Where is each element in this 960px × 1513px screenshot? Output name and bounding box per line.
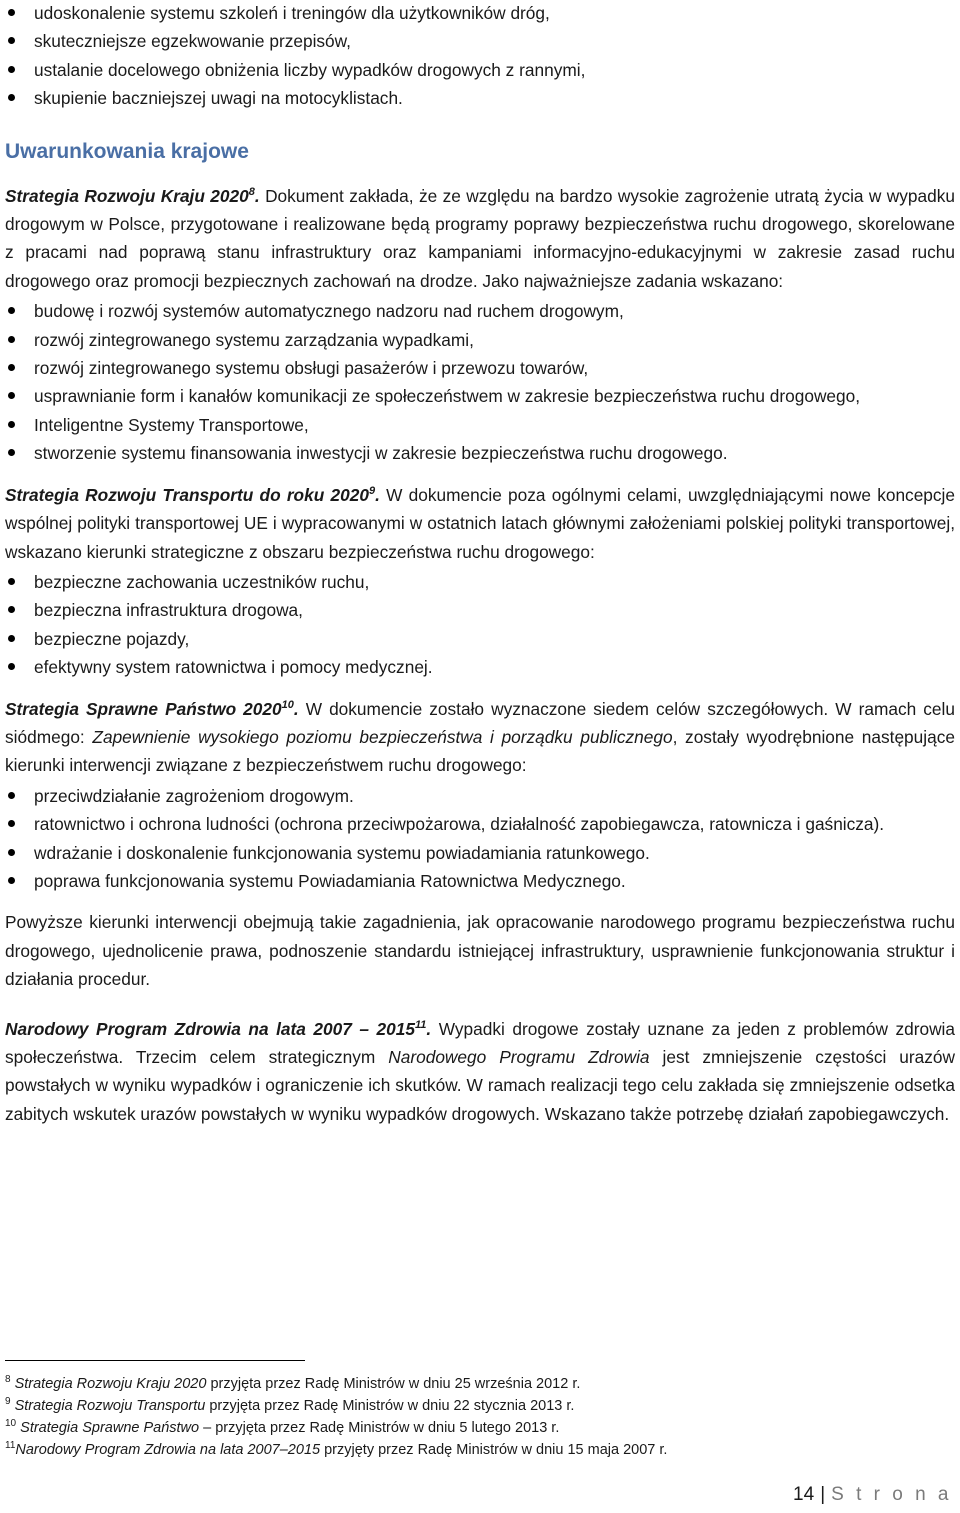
list-item: bezpieczne pojazdy, xyxy=(5,625,955,653)
ssp-paragraph xyxy=(5,695,955,780)
npz-body-a: Wypadki drogowe zostały uznane za jeden z problemów zdrowia społeczeństwa. Trzecim celem strategicznym xyxy=(5,1018,956,1067)
list-item: skuteczniejsze egzekwowanie przepisów, xyxy=(5,27,955,55)
document-page xyxy=(5,0,955,1128)
footnotes xyxy=(5,1360,955,1461)
list-item: usprawnianie form i kanałów komunikacji ze społeczeństwem w zakresie bezpieczeństwa ruchu drogowego, xyxy=(5,382,955,410)
footer-separator: | xyxy=(820,1484,826,1505)
footnote xyxy=(5,1373,955,1395)
npz-body-b: jest zmniejszenie częstości urazów powstałych w wyniku wypadków i ograniczenie ich skutków. W ramach realizacji tego celu zakłada się zmniejszenie odsetka zabitych wskutek urazów powstałych w wyniku wypadków drogowych. Wskazano także potrzebę działań zapobiegawczych. xyxy=(5,1047,956,1124)
footnote-number: 10 xyxy=(5,1418,17,1430)
list-item: rozwój zintegrowanego systemu obsługi pasażerów i przewozu towarów, xyxy=(5,354,955,382)
list-item: przeciwdziałanie zagrożeniom drogowym. xyxy=(5,782,955,810)
ssp-goal: Zapewnienie wysokiego poziomu bezpieczeństwa i porządku publicznego xyxy=(92,726,673,747)
footnote-title: Narodowy Program Zdrowia na lata 2007–2015 xyxy=(15,1442,321,1458)
summary-paragraph: Powyższe kierunki interwencji obejmują takie zagadnienia, jak opracowanie narodowego programu bezpieczeństwa ruchu drogowego, ujednolicenie prawa, podnoszenie standardu istniejącej infrastruktury, usprawnienie funkcjonowania struktur i działania procedur. xyxy=(5,912,955,990)
list-item: bezpieczna infrastruktura drogowa, xyxy=(5,596,955,624)
srt-title: Strategia Rozwoju Transportu do roku 2020 xyxy=(5,484,369,505)
srt-direction-list xyxy=(5,568,955,682)
footnote-number: 11 xyxy=(5,1440,16,1452)
ssp-body-b: , zostały wyodrębnione następujące kierunki interwencji związane z bezpieczeństwem ruchu drogowego: xyxy=(5,726,955,776)
page-footer xyxy=(793,1484,952,1506)
list-item: Inteligentne Systemy Transportowe, xyxy=(5,411,955,439)
list-item: ratownictwo i ochrona ludności (ochrona przeciwpożarowa, działalność zapobiegawcza, ratownicza i gaśnicza). xyxy=(5,810,955,838)
footnote-title: Strategia Rozwoju Kraju 2020 xyxy=(14,1376,207,1392)
list-item: skupienie baczniejszej uwagi na motocyklistach. xyxy=(5,84,955,112)
footnote-text: przyjęta przez Radę Ministrów w dniu 22 stycznia 2013 r. xyxy=(205,1398,575,1414)
npz-program-name: Narodowego Programu Zdrowia xyxy=(388,1047,650,1067)
footnote-ref-11: 11 xyxy=(414,1018,427,1031)
list-item: bezpieczne zachowania uczestników ruchu, xyxy=(5,568,955,596)
page-number: 14 xyxy=(793,1484,815,1505)
footnote-ref-8: 8 xyxy=(248,185,255,198)
footnote-text: przyjęta przez Radę Ministrów w dniu 25 września 2012 r. xyxy=(206,1376,581,1392)
srt-paragraph xyxy=(5,481,955,566)
npz-paragraph xyxy=(5,1015,955,1129)
ssp-title: Strategia Sprawne Państwo 2020 xyxy=(5,698,282,719)
top-bullet-list xyxy=(5,0,955,113)
srk-title: Strategia Rozwoju Kraju 2020 xyxy=(5,185,249,206)
list-item: stworzenie systemu finansowania inwestycji w zakresie bezpieczeństwa ruchu drogowego. xyxy=(5,439,955,467)
list-item: ustalanie docelowego obniżenia liczby wypadków drogowych z rannymi, xyxy=(5,56,955,84)
title-dot: . xyxy=(254,185,260,206)
footnote-title: Strategia Sprawne Państwo xyxy=(20,1420,200,1436)
ssp-body-a: W dokumencie zostało wyznaczone siedem celów szczegółowych. W ramach celu siódmego: xyxy=(5,698,955,747)
srk-task-list xyxy=(5,297,955,467)
footnote-text: przyjęty przez Radę Ministrów w dniu 15 maja 2007 r. xyxy=(320,1442,668,1458)
title-dot: . xyxy=(293,698,299,719)
title-dot: . xyxy=(426,1018,432,1039)
list-item: wdrażanie i doskonalenie funkcjonowania systemu powiadamiania ratunkowego. xyxy=(5,839,955,867)
list-item: efektywny system ratownictwa i pomocy medycznej. xyxy=(5,653,955,681)
footnote-ref-9: 9 xyxy=(368,484,376,497)
footnote-text: – przyjęta przez Radę Ministrów w dniu 5 lutego 2013 r. xyxy=(199,1420,560,1436)
section-heading: Uwarunkowania krajowe xyxy=(5,139,249,163)
footnote xyxy=(5,1439,955,1461)
footnote-number: 8 xyxy=(5,1374,11,1386)
list-item: rozwój zintegrowanego systemu zarządzania wypadkami, xyxy=(5,326,955,354)
srt-body: W dokumencie poza ogólnymi celami, uwzględniającymi nowe koncepcje wspólnej polityki transportowej UE i wypracowanymi w ostatnich latach głównymi założeniami polskiej polityki transportowej, wskazano kierunki strategiczne z obszaru bezpieczeństwa ruchu drogowego: xyxy=(5,484,956,562)
list-item: poprawa funkcjonowania systemu Powiadamiania Ratownictwa Medycznego. xyxy=(5,867,955,895)
page-label: S t r o n a xyxy=(831,1484,952,1505)
footnote-rule xyxy=(5,1360,305,1361)
footnote-ref-10: 10 xyxy=(281,698,294,711)
footnote xyxy=(5,1395,955,1417)
footnote-number: 9 xyxy=(5,1396,11,1408)
srk-paragraph xyxy=(5,182,955,296)
ssp-direction-list xyxy=(5,782,955,896)
list-item: budowę i rozwój systemów automatycznego nadzoru nad ruchem drogowym, xyxy=(5,297,955,325)
srk-body: Dokument zakłada, że ze względu na bardzo wysokie zagrożenie utratą życia w wypadku drogowym w Polsce, przygotowane i realizowane będą programy poprawy bezpieczeństwa ruchu drogowego, skorelowane z pracami nad poprawą stanu infrastruktury oraz kampaniami informacyjno-edukacyjnymi w zakresie zasad ruchu drogowego oraz promocji bezpiecznych zachowań na drodze. Jako najważniejsze zadania wskazano: xyxy=(5,185,955,291)
footnote xyxy=(5,1417,955,1439)
title-dot: . xyxy=(375,484,380,505)
npz-title: Narodowy Program Zdrowia na lata 2007 – 2015 xyxy=(5,1018,415,1039)
list-item: udoskonalenie systemu szkoleń i treningów dla użytkowników dróg, xyxy=(5,0,955,27)
footnote-title: Strategia Rozwoju Transportu xyxy=(14,1398,206,1414)
